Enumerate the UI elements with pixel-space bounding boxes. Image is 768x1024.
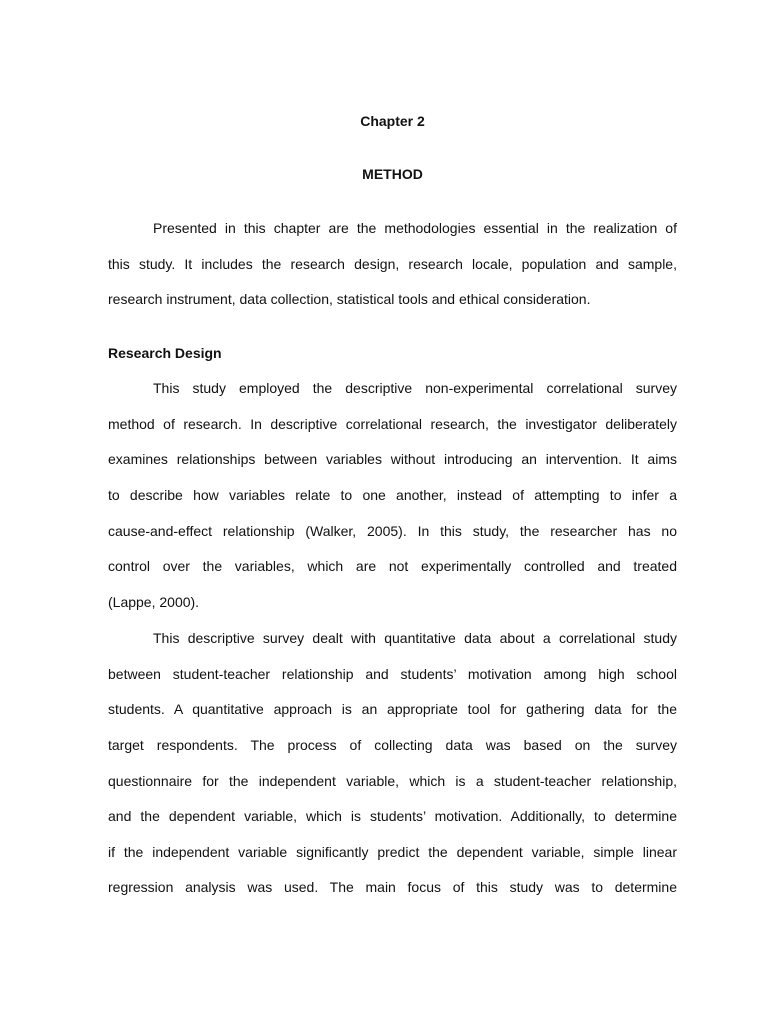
intro-line: this study. It includes the research design, research locale, population and sample, <box>108 255 677 272</box>
paragraph-line: target respondents. The process of collecting data was based on the survey <box>108 736 677 753</box>
research-design-paragraph-1 <box>108 380 677 629</box>
paragraph-line: regression analysis was used. The main focus of this study was to determine <box>108 879 677 896</box>
intro-line: Presented in this chapter are the methodologies essential in the realization of <box>153 220 677 236</box>
paragraph-line: method of research. In descriptive correlational research, the investigator deliberately <box>108 415 677 432</box>
section-heading: Research Design <box>108 345 222 361</box>
paragraph-line: cause-and-effect relationship (Walker, 2005). In this study, the researcher has no <box>108 522 677 539</box>
chapter-title: METHOD <box>362 166 423 182</box>
research-design-paragraph-2 <box>108 630 677 915</box>
paragraph-line: examines relationships between variables without introducing an intervention. It aims <box>108 451 677 468</box>
paragraph-line: between student-teacher relationship and students’ motivation among high school <box>108 665 677 682</box>
paragraph-line: This descriptive survey dealt with quantitative data about a correlational study <box>153 630 677 646</box>
paragraph-line: students. A quantitative approach is an appropriate tool for gathering data for the <box>108 701 677 718</box>
intro-line: research instrument, data collection, statistical tools and ethical consideration. <box>108 291 591 308</box>
paragraph-line: (Lappe, 2000). <box>108 593 200 610</box>
paragraph-line: and the dependent variable, which is students’ motivation. Additionally, to determine <box>108 808 677 825</box>
paragraph-line: to describe how variables relate to one another, instead of attempting to infer a <box>108 486 677 503</box>
chapter-number: Chapter 2 <box>360 113 425 129</box>
paragraph-line: if the independent variable significantly predict the dependent variable, simple linear <box>108 843 677 860</box>
intro-paragraph <box>108 220 677 327</box>
paragraph-line: questionnaire for the independent variable, which is a student-teacher relationship, <box>108 772 677 789</box>
paragraph-line: This study employed the descriptive non-experimental correlational survey <box>153 380 677 396</box>
paragraph-line: control over the variables, which are not experimentally controlled and treated <box>108 558 677 575</box>
